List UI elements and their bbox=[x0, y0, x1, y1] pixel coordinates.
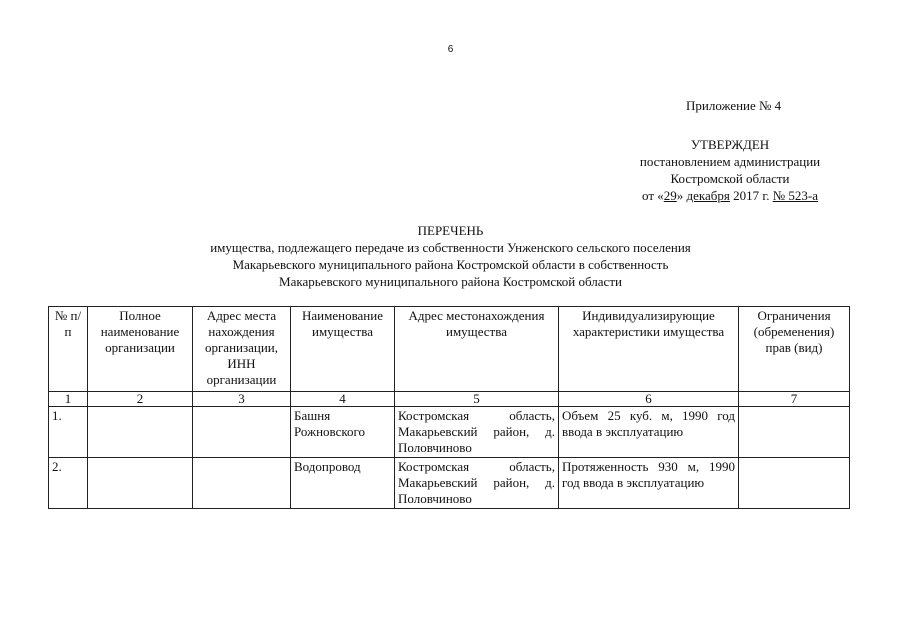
date-day: 29 bbox=[663, 188, 677, 203]
table-row bbox=[49, 458, 850, 509]
property-name-cell: Водопровод bbox=[291, 458, 395, 509]
restrictions-cell bbox=[739, 407, 850, 458]
header-cell: Ограничения (обременения) прав (вид) bbox=[739, 307, 850, 392]
property-name-cell: Башня Рожновского bbox=[291, 407, 395, 458]
property-table bbox=[48, 306, 850, 509]
approval-date bbox=[600, 187, 860, 204]
row-number: 2. bbox=[49, 458, 88, 509]
column-number: 5 bbox=[395, 392, 559, 407]
date-prefix: от « bbox=[641, 188, 664, 203]
header-cell: Полное наименование организации bbox=[88, 307, 193, 392]
document-title bbox=[0, 222, 901, 290]
org-name-cell bbox=[88, 407, 193, 458]
column-number: 4 bbox=[291, 392, 395, 407]
title-heading: ПЕРЕЧЕНЬ bbox=[417, 223, 484, 238]
characteristics-cell: Протяженность 930 м, 1990 год ввода в эксплуатацию bbox=[559, 458, 739, 509]
page-number: 6 bbox=[447, 44, 454, 55]
header-cell: Индивидуализирующие характеристики имущества bbox=[559, 307, 739, 392]
date-month: декабря bbox=[686, 188, 730, 203]
title-line-3: Макарьевского муниципального района Костромской области bbox=[279, 274, 622, 289]
date-mid: » bbox=[676, 188, 687, 203]
org-name-cell bbox=[88, 458, 193, 509]
date-number: № 523-а bbox=[772, 188, 819, 203]
date-year: 2017 г. bbox=[729, 188, 773, 203]
column-number: 7 bbox=[739, 392, 850, 407]
header-cell: Адрес местонахождения имущества bbox=[395, 307, 559, 392]
approval-line-1: постановлением администрации bbox=[639, 154, 821, 169]
row-number: 1. bbox=[49, 407, 88, 458]
characteristics-cell: Объем 25 куб. м, 1990 год ввода в эксплуатацию bbox=[559, 407, 739, 458]
appendix-label: Приложение № 4 bbox=[686, 98, 782, 113]
approval-heading: УТВЕРЖДЕН bbox=[690, 137, 770, 152]
column-number: 1 bbox=[49, 392, 88, 407]
title-line-1: имущества, подлежащего передаче из собственности Унженского сельского поселения bbox=[210, 240, 691, 255]
property-address-cell: Костромская область, Макарьевский район, д. Половчиново bbox=[395, 407, 559, 458]
table-row bbox=[49, 407, 850, 458]
org-address-cell bbox=[193, 407, 291, 458]
approval-block bbox=[600, 136, 860, 204]
column-number: 2 bbox=[88, 392, 193, 407]
header-cell: Наименование имущества bbox=[291, 307, 395, 392]
org-address-cell bbox=[193, 458, 291, 509]
column-number: 6 bbox=[559, 392, 739, 407]
column-number: 3 bbox=[193, 392, 291, 407]
restrictions-cell bbox=[739, 458, 850, 509]
property-address-cell: Костромская область, Макарьевский район, д. Половчиново bbox=[395, 458, 559, 509]
header-cell: Адрес места нахождения организации, ИНН организации bbox=[193, 307, 291, 392]
header-cell: № п/п bbox=[49, 307, 88, 392]
table-header-row bbox=[49, 307, 850, 392]
approval-line-2: Костромской области bbox=[670, 171, 790, 186]
title-line-2: Макарьевского муниципального района Костромской области в собственность bbox=[232, 257, 669, 272]
column-number-row bbox=[49, 392, 850, 407]
